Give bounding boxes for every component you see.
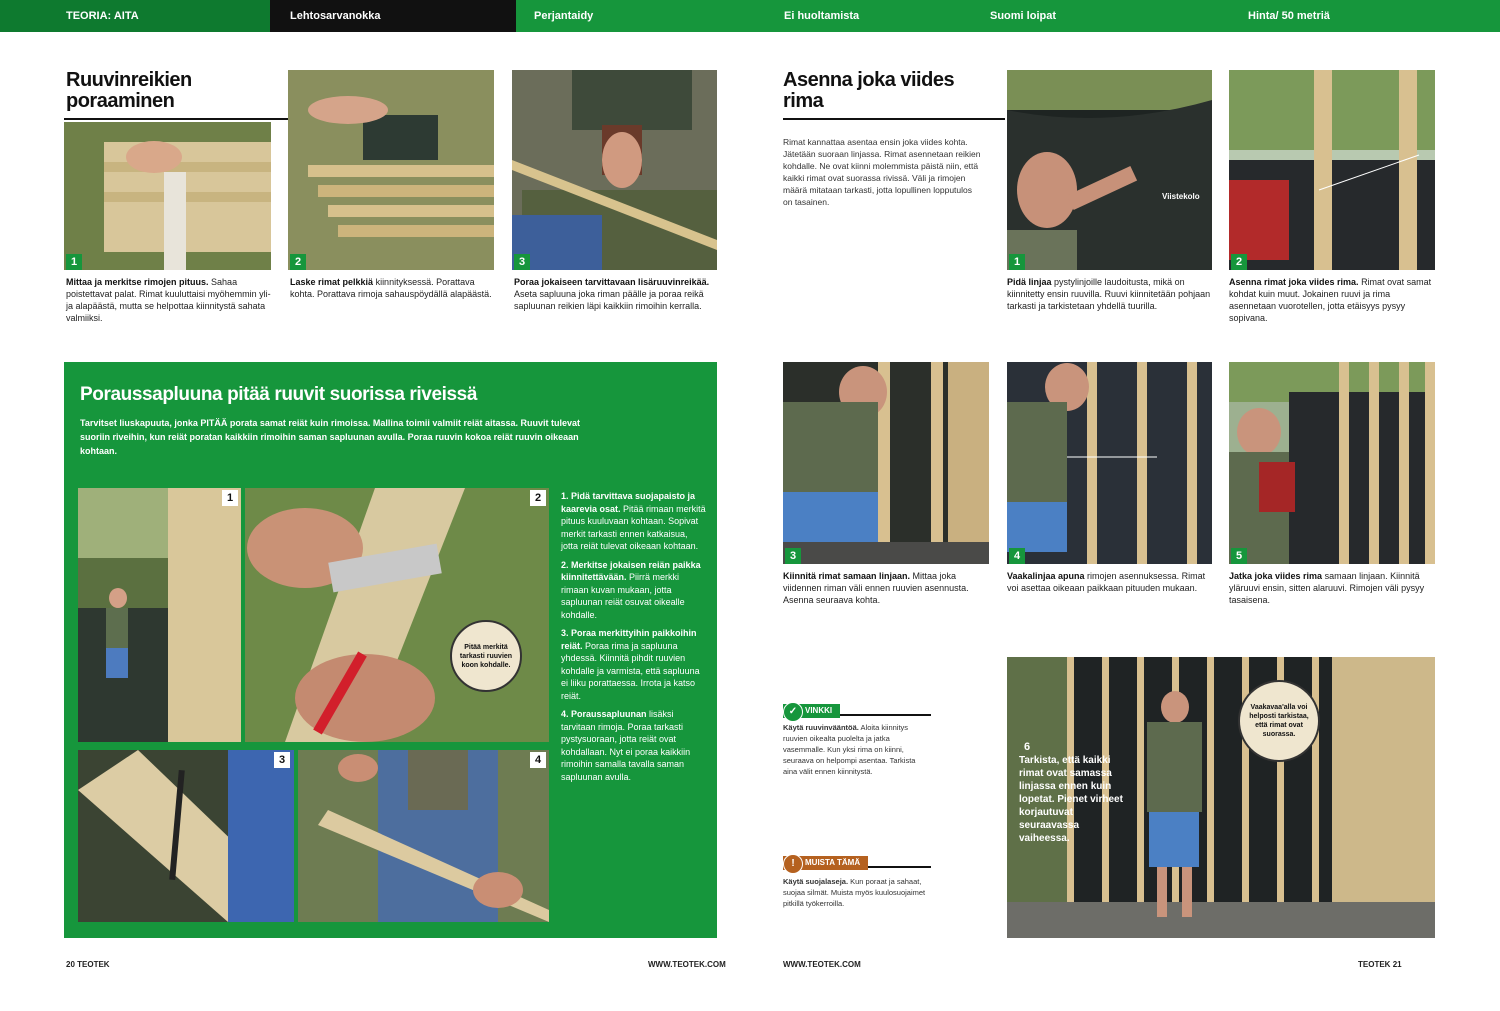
template-box-steps [561, 490, 707, 789]
box-step-3: 3. Poraa merkittyihin paikkoihin reiät. Poraa rima ja sapluuna yhdessä. Kiinnitä pihdit ruuvien kohdalle ja varmista, että sapluuna ei liiku porattaessa. Irrota ja katso reiät. [561, 628, 700, 701]
box-step-2: 2. Merkitse jokaisen reiän paikka kiinnitettävään. Piirrä merkki rimaan kuvan mukaan, jotta sapluunan reiät osuvat oikealle kohdalle. [561, 559, 701, 620]
photo-right-5 [1229, 362, 1435, 564]
box-callout-bubble: Pitää merkitä tarkasti ruuvien koon kohdalle. [450, 620, 522, 692]
top-nav [0, 0, 1500, 32]
box-step-1: 1. Pidä tarvittava suojapaisto ja kaarevia osat. Pitää rimaan merkitä pituus kuuluvaan kohtaan. Sopivat merkit tarkasti ennen katkaisua, jotta reiät tulevat oikeaan kohtaan. [561, 491, 706, 551]
tip-box-2-header: ! MUISTA TÄMÄ [783, 852, 931, 868]
photo-right-4 [1007, 362, 1212, 564]
nav-section[interactable]: TEORIA: AITA [0, 0, 270, 32]
photo-6-callout-bubble: Vaakavaa'alla voi helposti tarkistaa, että rimat ovat suorassa. [1238, 680, 1320, 762]
tip-box-1-header: ✓ VINKKI [783, 700, 931, 716]
nav-item-4[interactable]: Suomi loipat [990, 10, 1056, 22]
template-box-lead: Tarvitset liuskapuuta, jonka PITÄÄ porata samat reiät kuin rimoissa. Mallina toimii valmiit reiät aitassa. Ruuvit tulevat suoriin riveihin, kun reiät poratan kaikkiin rimoihin saman sapluunan avulla. Poraa ruuvin kokoa reiät ruuvin oikeaan kohtaan. [80, 418, 580, 456]
right-title-rule [783, 118, 1005, 120]
nav-item-3[interactable]: Ei huoltamista [784, 10, 860, 22]
caption-right-3: Kiinnitä rimat samaan linjaan. Mittaa joka viidennen riman väli ennen ruuvien asennusta. Asenna seuraava kohta. [783, 571, 969, 605]
right-callout-label: Viistekolo [1162, 192, 1200, 201]
photo-right-1 [1007, 70, 1212, 270]
badge-step-1: 1 [66, 254, 82, 270]
photo-step-2 [288, 70, 494, 270]
badge-step-3: 3 [514, 254, 530, 270]
caption-step-1: Mittaa ja merkitse rimojen pituus. Sahaa poistettavat palat. Rimat kuuluttaisi myöhemmin yli- ja alapäästä, mutta se helpottaa kiinnitystä sahata valmiiksi. [66, 277, 271, 323]
footer-left: 20 TEOTEK [66, 960, 110, 969]
tip-box-2-text: Käytä suojalaseja. Kun poraat ja sahaat, suojaa silmät. Muista myös kuulosuojaimet pitkillä työkerroilla. [783, 877, 926, 908]
caption-right-1: Pidä linjaa pystylinjoille laudoitusta, mikä on kiinnitetty ensin ruuvilla. Ruuvi kiinnitetään pohjaan tarkasti ja tarkistetaan yhdellä tuurilla. [1007, 277, 1211, 311]
right-intro: Rimat kannattaa asentaa ensin joka viides kohta. Jätetään suoraan linjassa. Rimat asennetaan reikien kohdalle. Ne ovat kiinni molemmista päistä niin, että kaikki rimat ovat suorassa rivissä. Väli ja rimojen määrä mitataan tarkasti, jotta lopullinen lopputulos on tasainen. [783, 137, 981, 207]
caption-right-5: Jatka joka viides rima samaan linjaan. Kiinnitä yläruuvi ensin, sitten alaruuvi. Rimojen väli pysyy tasaisena. [1229, 571, 1425, 605]
badge-right-1: 1 [1009, 254, 1025, 270]
box-photo-1 [78, 488, 241, 742]
tip-1-label: VINKKI [805, 706, 833, 715]
box-badge-4: 4 [530, 752, 546, 768]
photo-right-2 [1229, 70, 1435, 270]
footer-right-url[interactable]: WWW.TEOTEK.COM [783, 960, 861, 969]
photo-step-1 [64, 122, 271, 270]
photo-right-3 [783, 362, 989, 564]
template-box-title: Poraussapluuna pitää ruuvit suorissa riveissä [80, 384, 477, 405]
box-badge-1: 1 [222, 490, 238, 506]
caption-step-3: Poraa jokaiseen tarvittavaan lisäruuvinreikää. Aseta sapluuna joka riman päälle ja poraa reikä sapluunan reikien läpi kaikkiin rimoihin kerralla. [514, 277, 710, 311]
tip-2-label: MUISTA TÄMÄ [805, 858, 861, 867]
photo-step-3 [512, 70, 717, 270]
left-title-rule [64, 118, 288, 120]
template-box [64, 362, 717, 938]
nav-item-1[interactable]: Lehtosarvanokka [270, 0, 516, 32]
badge-right-4: 4 [1009, 548, 1025, 564]
badge-step-2: 2 [290, 254, 306, 270]
photo-6-overlay-text: Tarkista, että kaikki rimat ovat samassa linjassa ennen kuin lopetat. Pienet virheet korjautuvat seuraavassa vaiheessa. [1019, 755, 1123, 844]
caption-step-2: Laske rimat pelkkiä kiinnityksessä. Porattava kohta. Porattava rimoja sahauspöydällä alapäästä. [290, 277, 492, 299]
footer-right: TEOTEK 21 [1358, 960, 1402, 969]
box-photo-3 [78, 750, 294, 922]
caption-right-2: Asenna rimat joka viides rima. Rimat ovat samat kohdat kuin muut. Jokainen ruuvi ja rima asennetaan vuorotellen, jotta etäisyys pysyy sopivana. [1229, 277, 1432, 323]
box-badge-3: 3 [274, 752, 290, 768]
box-photo-2 [245, 488, 549, 742]
box-step-4: 4. Poraussapluunan lisäksi tarvitaan rimoja. Poraa tarkasti pystysuoraan, jotta reiät ovat kohdallaan. Nyt ei poraa kaikkiin rimoihin samalla tavalla saman sapluunan avulla. [561, 709, 691, 782]
badge-right-6: 6 [1023, 741, 1031, 753]
nav-item-5[interactable]: Hinta/ 50 metriä [1248, 10, 1330, 22]
nav-item-2[interactable]: Perjantaidy [534, 10, 594, 22]
caption-right-4: Vaakalinjaa apuna rimojen asennuksessa. Rimat voi asettaa oikeaan paikkaan pituuden mukaan. [1007, 571, 1206, 593]
box-photo-4 [298, 750, 549, 922]
badge-right-3: 3 [785, 548, 801, 564]
badge-right-2: 2 [1231, 254, 1247, 270]
box-badge-2: 2 [530, 490, 546, 506]
left-title: Ruuvinreikien poraaminen [66, 69, 192, 112]
right-title: Asenna joka viides rima [783, 69, 955, 112]
tip-box-1-text: Käytä ruuvinvääntöä. Aloita kiinnitys ruuvien oikealta puolelta ja jatka vasemmalle. Kun yksi rima on kiinni, seuraava on helpompi asentaa. Tarkista aina välit ennen kiinnitystä. [783, 723, 916, 776]
footer-left-url[interactable]: WWW.TEOTEK.COM [648, 960, 726, 969]
badge-right-5: 5 [1231, 548, 1247, 564]
